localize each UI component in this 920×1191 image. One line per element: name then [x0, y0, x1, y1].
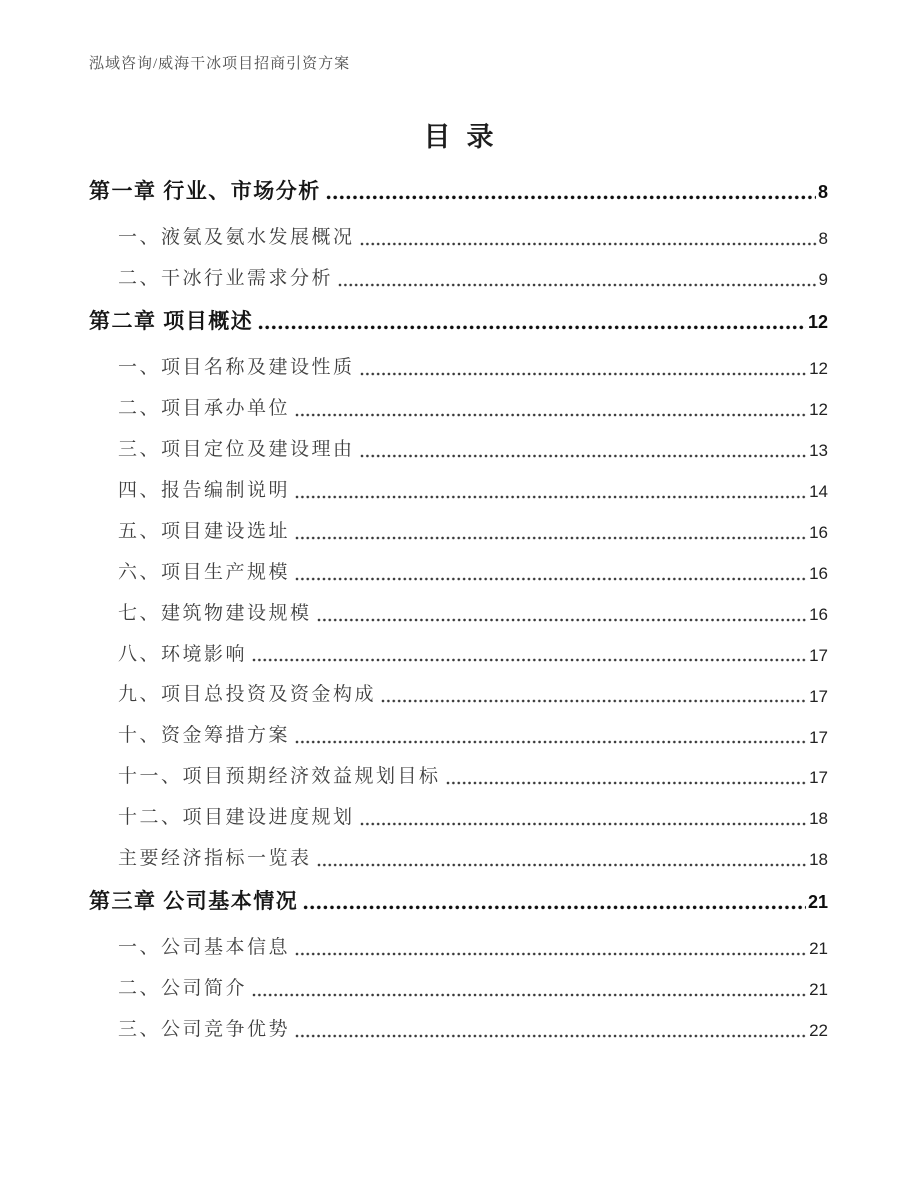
toc-page-number: 17	[809, 686, 828, 706]
dot-leader	[360, 241, 817, 247]
dot-leader	[360, 821, 808, 827]
toc-item-row[interactable]	[89, 522, 828, 542]
toc-entry-label: 二、公司简介	[118, 978, 248, 1000]
dot-leader	[295, 494, 807, 500]
toc-page-number: 12	[809, 359, 828, 379]
toc-page-number: 21	[809, 980, 828, 1000]
toc-entry-label: 三、项目定位及建设理由	[118, 438, 355, 460]
toc-item-row[interactable]	[89, 767, 828, 787]
toc-entry-label: 主要经济指标一览表	[118, 848, 312, 870]
toc-item-row[interactable]	[89, 481, 828, 501]
toc-item-row[interactable]	[89, 849, 828, 869]
toc-page-number: 17	[809, 727, 828, 747]
toc-item-row[interactable]	[89, 808, 828, 828]
toc-page-number: 21	[807, 892, 828, 913]
toc-entry-label: 二、项目承办单位	[118, 397, 291, 419]
toc-entry-label: 第一章 行业、市场分析	[89, 179, 321, 203]
toc-page-number: 17	[809, 768, 828, 788]
toc-page-number: 13	[809, 440, 828, 460]
toc-item-row[interactable]	[89, 938, 828, 958]
toc-page-number: 18	[809, 850, 828, 870]
toc-item-row[interactable]	[89, 1020, 828, 1040]
toc-page-number: 18	[809, 809, 828, 829]
toc-page-number: 16	[809, 604, 828, 624]
toc-item-row[interactable]	[89, 645, 828, 665]
toc-page-number: 8	[817, 182, 828, 203]
dot-leader	[252, 992, 807, 998]
header-text: 泓域咨询/威海干冰项目招商引资方案	[89, 56, 351, 72]
toc-entry-label: 十、资金筹措方案	[118, 725, 291, 747]
toc-item-row[interactable]	[89, 563, 828, 583]
toc-page-number: 12	[809, 400, 828, 419]
dot-leader	[295, 576, 807, 582]
toc-entry-label: 九、项目总投资及资金构成	[118, 684, 377, 706]
toc-chapter-row[interactable]	[89, 890, 828, 912]
toc-item-row[interactable]	[89, 685, 828, 705]
dot-leader	[317, 617, 808, 623]
toc-entry-label: 二、干冰行业需求分析	[118, 267, 334, 289]
toc-page-number: 17	[809, 645, 828, 665]
dot-leader	[381, 698, 807, 704]
toc-page-number: 8	[818, 229, 828, 249]
toc-page-number: 12	[807, 312, 828, 333]
page-title: 目录	[423, 122, 510, 152]
dot-leader	[326, 194, 816, 201]
toc-item-row[interactable]	[89, 399, 828, 419]
dot-leader	[360, 371, 808, 377]
toc-item-row[interactable]	[89, 228, 828, 248]
toc-entry-label: 十二、项目建设进度规划	[118, 807, 355, 829]
toc-item-row[interactable]	[89, 440, 828, 460]
toc-page-number: 14	[809, 481, 828, 501]
dot-leader	[338, 282, 817, 288]
toc-page-number: 16	[809, 563, 828, 583]
toc-item-row[interactable]	[89, 726, 828, 746]
toc-entry-label: 一、公司基本信息	[118, 937, 291, 959]
toc-chapter-row[interactable]	[89, 180, 828, 202]
toc-item-row[interactable]	[89, 979, 828, 999]
toc-entry-label: 一、项目名称及建设性质	[118, 356, 355, 378]
dot-leader	[258, 324, 806, 331]
toc-entry-label: 四、报告编制说明	[118, 479, 291, 501]
dot-leader	[295, 1033, 807, 1039]
toc-entry-label: 七、建筑物建设规模	[118, 602, 312, 624]
dot-leader	[446, 780, 808, 786]
toc-chapter-row[interactable]	[89, 310, 828, 332]
toc-list	[89, 180, 828, 1040]
toc-item-row[interactable]	[89, 269, 828, 289]
dot-leader	[295, 535, 807, 541]
toc-item-row[interactable]	[89, 358, 828, 378]
dot-leader	[360, 453, 808, 459]
toc-page-number: 22	[809, 1021, 828, 1041]
document-header	[89, 54, 828, 74]
dot-leader	[317, 862, 808, 868]
toc-entry-label: 五、项目建设选址	[118, 520, 291, 542]
toc-page-number: 9	[818, 270, 828, 290]
toc-entry-label: 六、项目生产规模	[118, 561, 291, 583]
dot-leader	[252, 657, 807, 663]
toc-entry-label: 八、环境影响	[118, 643, 248, 665]
toc-entry-label: 十一、项目预期经济效益规划目标	[118, 766, 441, 788]
toc-entry-label: 一、液氨及氨水发展概况	[118, 227, 355, 249]
toc-page-number: 21	[809, 939, 828, 959]
toc-entry-label: 第二章 项目概述	[89, 308, 254, 333]
toc-page-number: 16	[809, 522, 828, 542]
dot-leader	[295, 739, 807, 745]
dot-leader	[295, 951, 807, 957]
toc-entry-label: 第三章 公司基本情况	[89, 889, 299, 914]
dot-leader	[303, 904, 806, 911]
toc-item-row[interactable]	[89, 604, 828, 624]
dot-leader	[295, 412, 807, 418]
toc-entry-label: 三、公司竞争优势	[118, 1019, 291, 1041]
